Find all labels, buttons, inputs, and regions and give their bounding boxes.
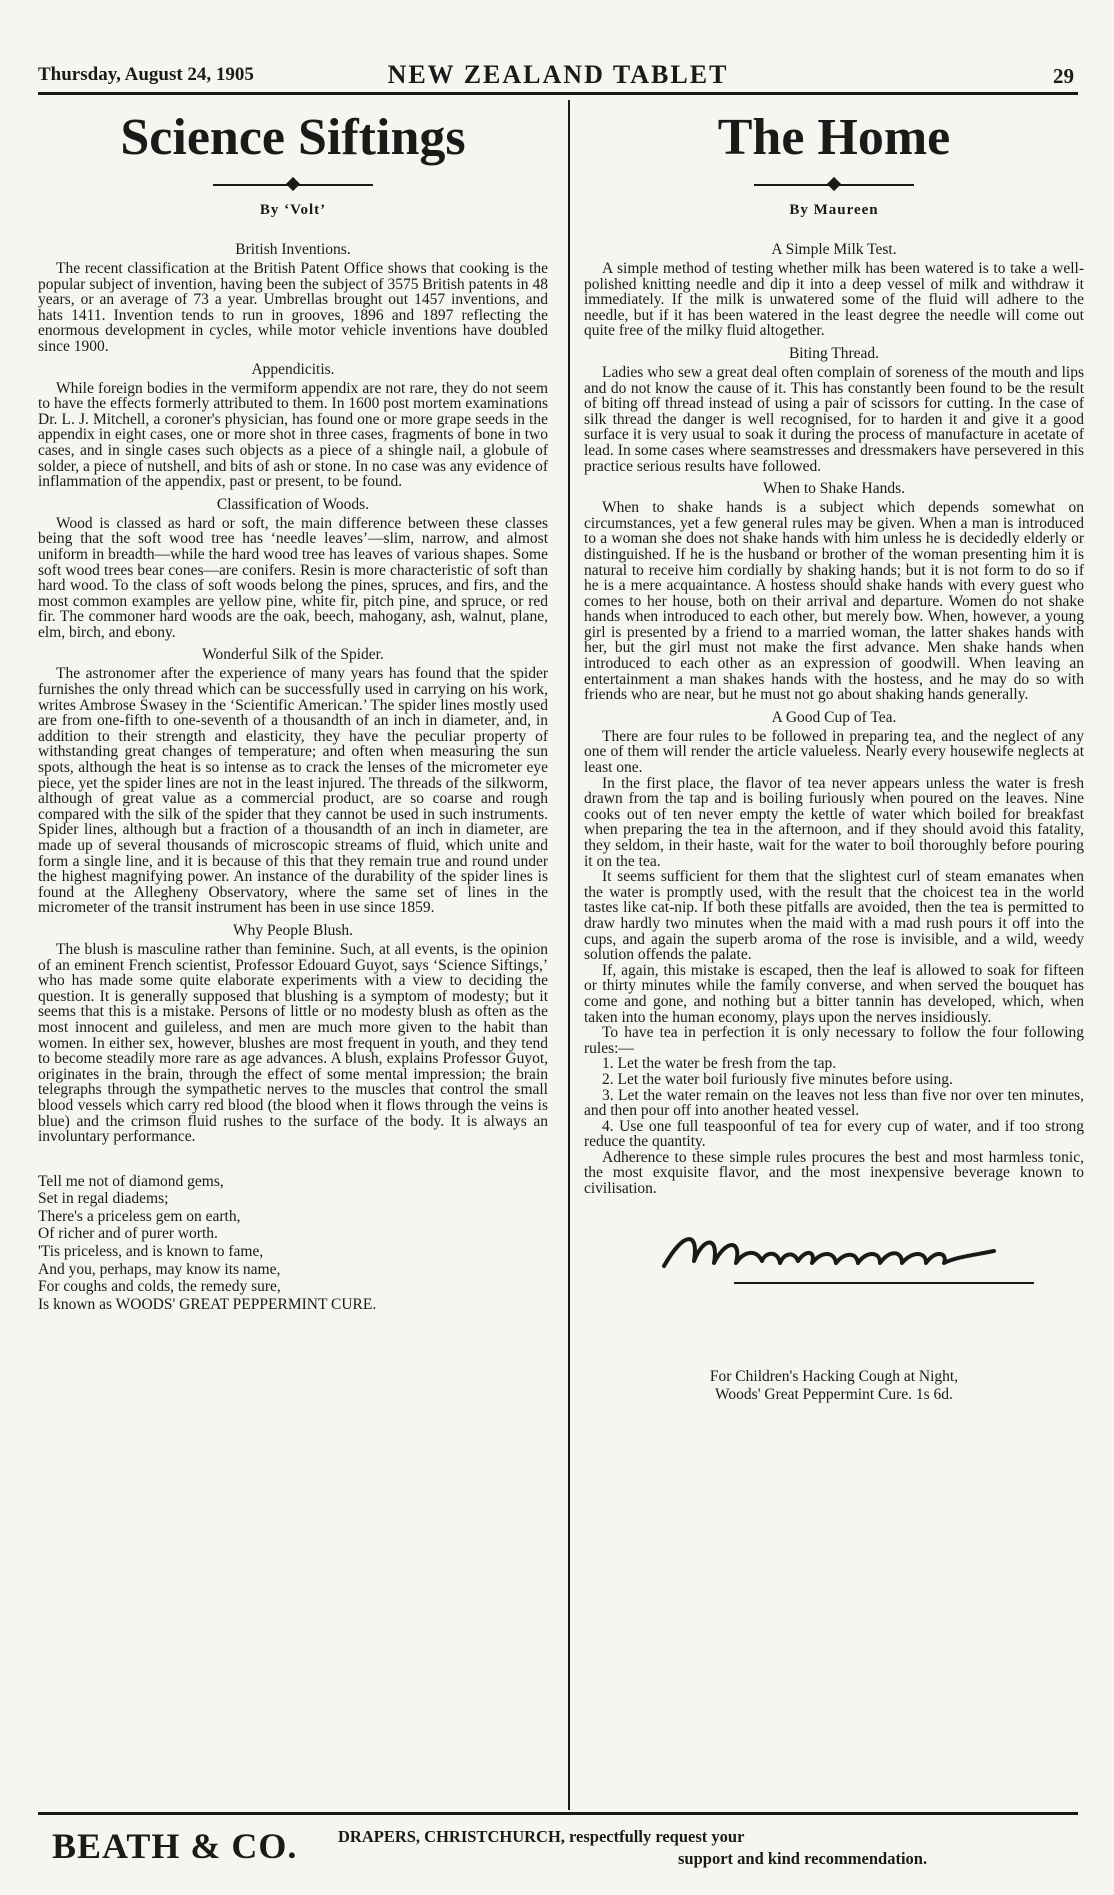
article: [38, 922, 548, 1145]
science-siftings-column: [38, 100, 548, 1313]
ornament-rule: [213, 178, 373, 192]
signature-maureen: [644, 1221, 1084, 1284]
ad-line: Woods' Great Peppermint Cure. 1s 6d.: [715, 1385, 953, 1403]
article-title: A Simple Milk Test.: [771, 241, 897, 258]
article-paragraph: There are four rules to be followed in preparing tea, and the neglect of any one of them will render the article valueless. Nearly every housewife neglects at least one.: [584, 727, 1084, 777]
article-title: A Good Cup of Tea.: [771, 708, 897, 726]
article-paragraph: Adherence to these simple rules procures the best and most harmless tonic, the most exquisite flavor, and the most inexpensive beverage known to civilisation.: [584, 1148, 1084, 1198]
article-title: Biting Thread.: [788, 344, 880, 362]
diamond-icon: [827, 177, 841, 191]
article: [38, 361, 548, 490]
signature-stroke: [664, 1239, 994, 1266]
article-title: Appendicitis.: [251, 360, 335, 378]
poem-line: 'Tis priceless, and is known to fame,: [38, 1243, 264, 1261]
ad-line: For Children's Hacking Cough at Night,: [709, 1367, 959, 1385]
section-heading: Science Siftings: [120, 109, 466, 166]
rule-item: 1. Let the water be fresh from the tap.: [602, 1055, 837, 1073]
article-paragraph: It seems sufficient for them that the slightest curl of steam emanates when the water is promptly used, with the result that the choicest tea in the world tastes like cat-nip. If both these pitfalls are avoided, then the tea is permitted to draw hardly two minutes when the maid with a mad rush pours it off into the cups, and again the superb aroma of the rose is invisible, and a wild, weedy solution offends the palate.: [584, 868, 1084, 964]
newspaper-title: NEW ZEALAND TABLET: [387, 60, 729, 89]
article-title: Why People Blush.: [232, 921, 354, 939]
article-paragraph: Ladies who sew a great deal often complain of soreness of the mouth and lips and do not know the cause of it. This has constantly been found to be the result of biting off thread instead of using a pair of scissors for cutting. In the case of silk thread the danger is well recognised, for to harden it and give it a good surface it is very usual to soak it during the process of manufacture in acetate of lead. In some cases where seamstresses and dressmakers have persevered in this practice serious results have followed.: [584, 363, 1084, 475]
byline: By Maureen: [789, 202, 879, 218]
footer-line-1: DRAPERS, CHRISTCHURCH, respectfully request your: [338, 1827, 745, 1846]
article-paragraph: Wood is classed as hard or soft, the main difference between these classes being that the soft wood tree has ‘needle leaves’—slim, narrow, and almost uniform in breadth—while the hard wood tree has leaves of various shapes. Some soft wood trees bear cones—are conifers. Resin is more characteristic of soft than hard wood. To the class of soft woods belong the pines, spruces, and firs, and the most common examples are yellow pine, white fir, pitch pine, and spruce, or red fir. The commoner hard woods are the oak, beech, mahogany, ash, walnut, plane, elm, birch, and ebony.: [38, 514, 548, 641]
newspaper-page: [28, 0, 1088, 1895]
article: [584, 709, 1084, 1197]
signature-underline: [734, 1282, 1034, 1284]
peppermint-cure-ad: [584, 1368, 1084, 1404]
poem-line: There's a priceless gem on earth,: [38, 1207, 241, 1225]
poem-line: And you, perhaps, may know its name,: [38, 1260, 281, 1278]
article: [38, 646, 548, 916]
article: [584, 480, 1084, 703]
poem-line: Is known as WOODS' GREAT PEPPERMINT CURE.: [38, 1295, 377, 1313]
article-paragraph: If, again, this mistake is escaped, then the leaf is allowed to soak for fifteen or thirty minutes while the family converse, and when served the bouquet has come and gone, and nothing but a bitter tannin has developed, which, when taken into the human economy, plays upon the nerves insidiously.: [584, 961, 1084, 1026]
footer-line-2: support and kind recommendation.: [678, 1849, 928, 1868]
page-number: 29: [1053, 64, 1074, 88]
article-paragraph: The blush is masculine rather than feminine. Such, at all events, is the opinion of an eminent French scientist, Professor Edouard Guyot, says ‘Science Siftings,’ who has made some quite elaborate experiments with a view to deciding the question. It is generally supposed that blushing is a symptom of modesty; but it seems that this is a mistake. Persons of little or no modesty blush as often as the most innocent and guileless, and men are much more given to the habit than women. In either sex, however, blushes are most frequent in youth, and they tend to become steadily more rare as age advances. A blush, explains Professor Guyot, originates in the brain, through the effect of some mental impression; the brain telegraphs through the sympathetic nerves to the muscles that control the small blood vessels which carry red blood (the blood when it flows through the veins is blue) and the crimson fluid rushes to the surface of the body. It is always an involuntary performance.: [38, 940, 548, 1146]
article-title: When to Shake Hands.: [762, 480, 906, 498]
the-home-column: [584, 100, 1084, 1404]
ornament-rule: [754, 178, 914, 192]
article-paragraph: To have tea in perfection it is only necessary to follow the four following rules:—: [584, 1024, 1084, 1057]
rule-item: 2. Let the water boil furiously five minutes before using.: [602, 1070, 953, 1088]
poem-line: For coughs and colds, the remedy sure,: [38, 1278, 281, 1296]
rule-item: 4. Use one full teaspoonful of tea for every cup of water, and if too strong reduce the quantity.: [584, 1117, 1084, 1151]
footer-advertisement: [38, 1812, 1078, 1885]
poem-line: Of richer and of purer worth.: [38, 1225, 218, 1243]
masthead: [38, 52, 1078, 95]
footer-brand: BEATH & CO.: [52, 1826, 298, 1866]
article-paragraph: The recent classification at the British Patent Office shows that cooking is the popular subject of invention, having been the subject of 3575 British patents in 48 years, or an average of 73 a year. Umbrellas brought out 1457 inventions, and hats 1411. Invention tends to run in grooves, 1896 and 1897 reflecting the enormous development in cycles, while motor vehicle inventions have doubled since 1900.: [38, 260, 548, 355]
diamond-icon: [286, 177, 300, 191]
poem-line: Tell me not of diamond gems,: [38, 1172, 224, 1190]
article: [38, 496, 548, 641]
article-paragraph: A simple method of testing whether milk has been watered is to take a well-polished knitting needle and dip it into a deep vessel of milk and withdraw it immediately. If the milk is unwatered some of the fluid will adhere to the needle, but if it has been watered in the least degree the needle will come out quite free of the milky fluid altogether.: [584, 260, 1084, 340]
article-paragraph: While foreign bodies in the vermiform appendix are not rare, they do not seem to have the effects formerly attributed to them. In 1600 post mortem examinations Dr. L. J. Mitchell, a coroner's physician, has found one or more grape seeds in the appendix in eight cases, one or more shot in three cases, fragments of bone in two cases, and in single cases such objects as a piece of a shingle nail, a globule of solder, a piece of nutshell, and bits of ash or stone. In no case was any evidence of inflammation of the appendix, past or present, to be found.: [38, 379, 548, 491]
article: [584, 241, 1084, 339]
article-title: Wonderful Silk of the Spider.: [202, 646, 384, 664]
signature-graphic: [644, 1221, 1024, 1281]
rule-item: 3. Let the water remain on the leaves not less than five nor over ten minutes, and then pour off into another heated vessel.: [584, 1086, 1084, 1120]
article-title: Classification of Woods.: [216, 495, 370, 513]
poem-line: Set in regal diadems;: [38, 1190, 169, 1208]
article-paragraph: When to shake hands is a subject which depends somewhat on circumstances, yet a few general rules may be given. When a man is introduced to a woman she does not shake hands with him unless he is decidedly elderly or distinguished. If he is the husband or brother of the woman presenting him it is natural to receive him cordially by shaking hands; but it is not form to do so if he is a mere acquaintance. A hostess should shake hands with every guest who comes to her house, both on their arrival and departure. Women do not shake hands when introduced to each other, but merely bow. When, however, a young girl is presented by a friend to a married woman, the latter shakes hands with her, but the girl must not make the first advance. Men shake hands when introduced to each other as an expression of goodwill. When leaving an entertainment a man shakes hands with the hostess, and he may do so with friends who are near, but he must not go about shaking hands generally.: [584, 499, 1084, 704]
article-paragraph: The astronomer after the experience of many years has found that the spider furnishes the only thread which can be successfully used in carrying on his work, writes Ambrose Swasey in the ‘Scientific American.’ The spider lines mostly used are from one-fifth to one-seventh of a thousandth of an inch in diameter, and, in addition to their strength and elasticity, they have the peculiar property of withstanding great changes of temperature; and often when measuring the sun spots, although the heat is so intense as to crack the lenses of the micrometer eye piece, yet the spider lines are not in the least injured. The threads of the silkworm, although of great value as a commercial product, are so coarse and rough compared with the silk of the spider that they cannot be used in such instruments. Spider lines, although but a fraction of a thousandth of an inch in diameter, are made up of several thousands of microscopic streams of fluid, which unite and form a single line, and it is because of this that they remain true and round under the highest magnifying power. An instance of the durability of the spider lines is found at the Allegheny Observatory, where the same set of lines in the micrometer of the transit instrument has been in use since 1859.: [38, 665, 548, 917]
byline: By ‘Volt’: [259, 202, 327, 218]
issue-date: Thursday, August 24, 1905: [38, 64, 254, 85]
article-paragraph: In the first place, the flavor of tea never appears unless the water is fresh drawn from the tap and is boiling furiously when poured on the leaves. Nine cooks out of ten never empty the kettle of water which boiled for breakfast when preparing the tea in the afternoon, and if they should avoid this fatality, they seldom, in their haste, wait for the water to boil thoroughly before pouring it on the tea.: [584, 774, 1084, 870]
article-title: British Inventions.: [235, 241, 351, 258]
column-divider: [568, 100, 570, 1810]
article: [584, 345, 1084, 474]
section-heading: The Home: [717, 109, 951, 166]
advertisement-poem: [38, 1173, 548, 1314]
article: [38, 241, 548, 355]
